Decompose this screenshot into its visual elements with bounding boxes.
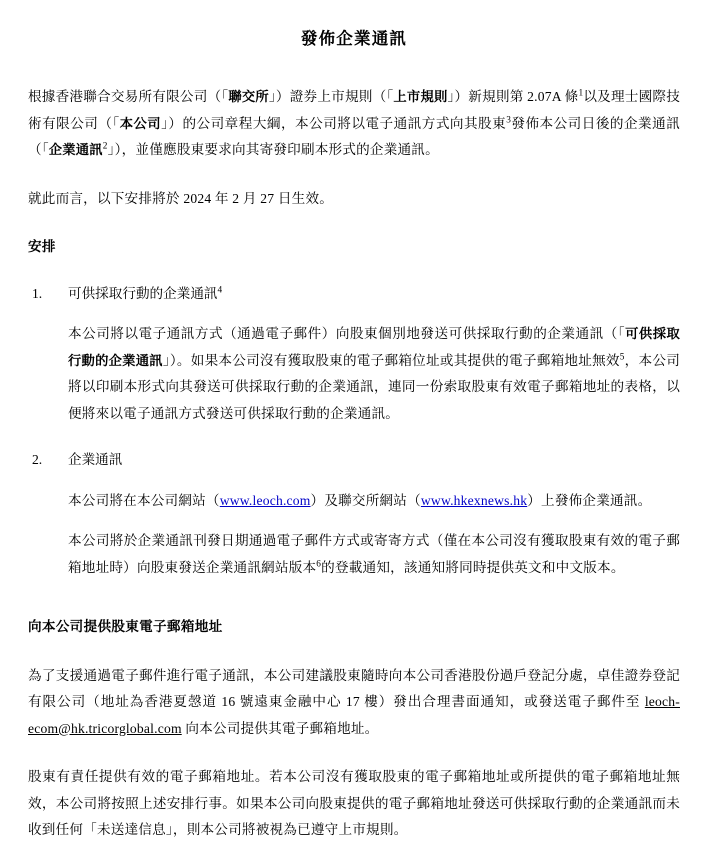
- intro-text-e: 」）新規則第 2.07A 條: [447, 89, 579, 105]
- list-item-title-text: 可供採取行動的企業通訊: [68, 285, 218, 301]
- email-text-b: 向本公司提供其電子郵箱地址。: [181, 720, 379, 736]
- intro-text-c: 」）證券上市規則（「: [268, 89, 394, 105]
- term-sehk: 聯交所: [228, 89, 269, 105]
- footnote-marker-1: 1: [578, 88, 584, 99]
- page-title: 發佈企業通訊: [300, 30, 408, 48]
- intro-text-a: 根據香港聯合交易所有限公司（「: [28, 89, 229, 105]
- email-section-heading: 向本公司提供股東電子郵箱地址: [28, 619, 223, 635]
- list-item-number: 2.: [32, 452, 43, 468]
- cc-text-c: ）上發佈企業通訊。: [527, 492, 652, 508]
- arrangement-heading: 安排: [28, 239, 56, 255]
- pn-text-b: 的登載通知，該通知將同時提供英文和中文版本。: [321, 559, 625, 575]
- intro-text-k: 發佈本公司日後的企業通訊（「: [28, 115, 680, 158]
- footnote-marker-5: 5: [619, 352, 625, 363]
- effective-date-paragraph: 就此而言，以下安排將於 2024 年 2 月 27 日生效。: [28, 190, 334, 206]
- publication-notice-paragraph: [28, 528, 680, 581]
- term-listing-rules: 上市規則: [393, 89, 448, 105]
- list-item-title: [68, 281, 680, 308]
- cc-text-b: ）及聯交所網站（: [310, 492, 421, 508]
- cc-text-a: 本公司將在本公司網站（: [68, 492, 220, 508]
- email-address-tricor[interactable]: leoch-ecom@hk.tricorglobal.com: [28, 694, 680, 736]
- footnote-marker-2: 2: [102, 141, 108, 152]
- footnote-marker-6: 6: [316, 559, 322, 570]
- list-item-number: 1.: [32, 285, 43, 301]
- email-section-paragraph-2: 股東有責任提供有效的電子郵箱地址。若本公司沒有獲取股東的電子郵箱地址或所提供的電子郵箱地址無效，本公司將按照上述安排行事。如果本公司向股東提供的電子郵箱地址發送可供採取行動的企業通訊而未收到任何「未送達信息」，則本公司將被視為已遵守上市規則。: [28, 769, 680, 838]
- intro-text-g: 以及理士國際技術有限公司（「: [28, 89, 680, 131]
- acc-text-c: ，本公司將以印刷本形式向其發送可供採取行動的企業通訊，連同一份索取股東有效電子郵箱地址的表格，以便將來以電子通訊方式發送可供採取行動的企業通訊。: [68, 352, 681, 421]
- document-page: [0, 28, 708, 865]
- footnote-marker-3: 3: [506, 115, 512, 126]
- list-item: [28, 447, 680, 474]
- list-item-title: 企業通訊: [68, 452, 123, 468]
- intro-paragraph: [28, 84, 680, 164]
- intro-text-n: 」），並僅應股東要求向其寄發印刷本形式的企業通訊。: [107, 142, 439, 158]
- intro-text-i: 」）的公司章程大綱，本公司將以電子通訊方式向其股東: [161, 115, 507, 131]
- pn-text-a: 本公司將於企業通訊刊發日期通過電子郵件方式或寄寄方式（僅在本公司沒有獲取股東有效的電子郵箱地址時）向股東發送企業通訊網站版本: [68, 533, 680, 575]
- actionable-corporate-communications-paragraph: [28, 321, 680, 427]
- link-hkexnews-website[interactable]: www.hkexnews.hk: [420, 492, 528, 508]
- email-text-a: 為了支援通過電子郵件進行電子通訊，本公司建議股東隨時向本公司香港股份過戶登記分處，卓佳證券登記有限公司（地址為香港夏愨道 16 號遠東金融中心 17 樓）發出合理書面通知，或發送電子郵件至: [28, 667, 680, 710]
- acc-text-b: 」）。如果本公司沒有獲取股東的電子郵箱位址或其提供的電子郵箱地址無效: [162, 352, 620, 368]
- arrangement-list-2: [28, 447, 680, 474]
- footnote-marker-4: 4: [217, 285, 223, 296]
- term-company: 本公司: [119, 115, 162, 131]
- arrangement-list: [28, 281, 680, 308]
- link-company-website[interactable]: www.leoch.com: [219, 492, 311, 508]
- acc-text-a: 本公司將以電子通訊方式（通過電子郵件）向股東個別地發送可供採取行動的企業通訊（「: [68, 326, 626, 342]
- corporate-communications-websites-paragraph: [28, 488, 680, 515]
- email-section-paragraph-1: [28, 663, 680, 743]
- term-actionable-corporate-communication: 可供採取行動的企業通訊: [68, 326, 680, 368]
- term-corporate-communications: 企業通訊: [48, 142, 103, 158]
- list-item: [28, 281, 680, 308]
